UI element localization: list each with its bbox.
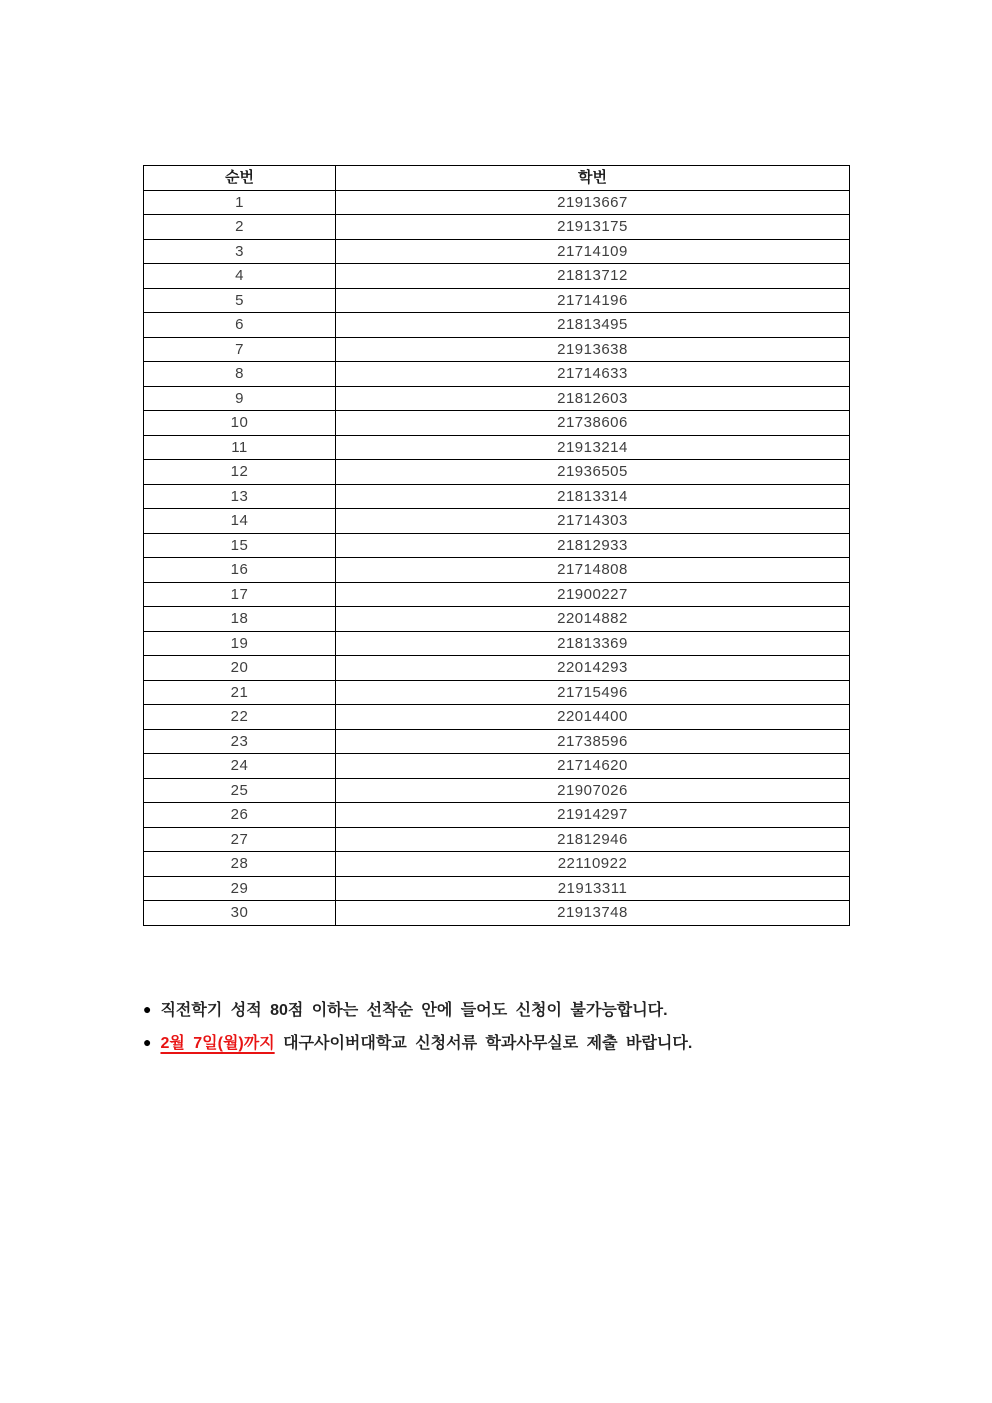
row-id-cell: 21813495: [336, 313, 850, 338]
row-no-cell: 17: [144, 582, 336, 607]
table-row: [144, 288, 850, 313]
row-no-cell: 21: [144, 680, 336, 705]
table-row: [144, 729, 850, 754]
note-item-2: [143, 1027, 903, 1060]
row-id-cell: 22014882: [336, 607, 850, 632]
row-id-cell: 21913311: [336, 876, 850, 901]
row-id-cell: 21812933: [336, 533, 850, 558]
table-row: [144, 558, 850, 583]
table-row: [144, 313, 850, 338]
row-no-cell: 11: [144, 435, 336, 460]
row-no-cell: 16: [144, 558, 336, 583]
row-id-cell: 21812603: [336, 386, 850, 411]
row-no-cell: 29: [144, 876, 336, 901]
table-row: [144, 239, 850, 264]
table-row: [144, 656, 850, 681]
row-no-cell: 4: [144, 264, 336, 289]
row-no-cell: 23: [144, 729, 336, 754]
row-id-cell: 21813712: [336, 264, 850, 289]
table-row: [144, 460, 850, 485]
row-id-cell: 21936505: [336, 460, 850, 485]
row-id-cell: 21913667: [336, 190, 850, 215]
row-id-cell: 21913748: [336, 901, 850, 926]
row-id-cell: 22014400: [336, 705, 850, 730]
table-row: [144, 533, 850, 558]
row-no-cell: 14: [144, 509, 336, 534]
table-row: [144, 435, 850, 460]
row-no-cell: 12: [144, 460, 336, 485]
note-item-1: [143, 994, 903, 1027]
row-no-cell: 30: [144, 901, 336, 926]
table-row: [144, 215, 850, 240]
row-id-cell: 21913214: [336, 435, 850, 460]
table-row: [144, 337, 850, 362]
table-row: [144, 631, 850, 656]
row-no-cell: 8: [144, 362, 336, 387]
table-row: [144, 705, 850, 730]
row-no-cell: 3: [144, 239, 336, 264]
row-id-cell: 21913638: [336, 337, 850, 362]
table-row: [144, 484, 850, 509]
row-no-cell: 5: [144, 288, 336, 313]
row-id-cell: 21813314: [336, 484, 850, 509]
row-no-cell: 28: [144, 852, 336, 877]
table-row: [144, 901, 850, 926]
table-row: [144, 754, 850, 779]
table-row: [144, 190, 850, 215]
table-row: [144, 852, 850, 877]
notes-section: [143, 994, 903, 1060]
table-row: [144, 680, 850, 705]
row-id-cell: 22014293: [336, 656, 850, 681]
table-header-row: [144, 166, 850, 191]
bullet-icon: ●: [143, 1034, 152, 1050]
row-no-cell: 13: [144, 484, 336, 509]
row-id-cell: 21738596: [336, 729, 850, 754]
table-row: [144, 803, 850, 828]
row-no-cell: 24: [144, 754, 336, 779]
row-id-cell: 21907026: [336, 778, 850, 803]
row-no-cell: 22: [144, 705, 336, 730]
table-row: [144, 362, 850, 387]
note-2-text: 대구사이버대학교 신청서류 학과사무실로 제출 바랍니다.: [274, 1035, 693, 1052]
table-body: [144, 190, 850, 925]
row-id-cell: 21813369: [336, 631, 850, 656]
row-id-cell: 21714808: [336, 558, 850, 583]
row-id-cell: 21738606: [336, 411, 850, 436]
table-row: [144, 386, 850, 411]
row-no-cell: 9: [144, 386, 336, 411]
row-id-cell: 21715496: [336, 680, 850, 705]
row-no-cell: 26: [144, 803, 336, 828]
row-no-cell: 20: [144, 656, 336, 681]
bullet-icon: ●: [143, 1001, 152, 1017]
row-id-cell: 22110922: [336, 852, 850, 877]
row-id-cell: 21812946: [336, 827, 850, 852]
note-2-deadline-highlight: 2월 7일(월)까지: [160, 1035, 275, 1052]
row-id-cell: 21914297: [336, 803, 850, 828]
row-no-cell: 6: [144, 313, 336, 338]
row-id-cell: 21913175: [336, 215, 850, 240]
note-1-text: 직전학기 성적 80점 이하는 선착순 안에 들어도 신청이 불가능합니다.: [160, 1002, 668, 1019]
table-row: [144, 264, 850, 289]
row-no-cell: 15: [144, 533, 336, 558]
table-row: [144, 607, 850, 632]
row-no-cell: 2: [144, 215, 336, 240]
row-no-cell: 10: [144, 411, 336, 436]
row-no-cell: 27: [144, 827, 336, 852]
row-id-cell: 21714109: [336, 239, 850, 264]
row-no-cell: 19: [144, 631, 336, 656]
row-id-cell: 21714303: [336, 509, 850, 534]
row-id-cell: 21714633: [336, 362, 850, 387]
table-row: [144, 411, 850, 436]
table-row: [144, 778, 850, 803]
student-table: [143, 165, 850, 926]
row-id-cell: 21714620: [336, 754, 850, 779]
table-header-id: 학번: [336, 166, 850, 191]
table-row: [144, 509, 850, 534]
table-row: [144, 827, 850, 852]
row-no-cell: 7: [144, 337, 336, 362]
row-no-cell: 18: [144, 607, 336, 632]
table-header-no: 순번: [144, 166, 336, 191]
row-no-cell: 1: [144, 190, 336, 215]
row-id-cell: 21900227: [336, 582, 850, 607]
row-id-cell: 21714196: [336, 288, 850, 313]
table-row: [144, 582, 850, 607]
row-no-cell: 25: [144, 778, 336, 803]
table-row: [144, 876, 850, 901]
